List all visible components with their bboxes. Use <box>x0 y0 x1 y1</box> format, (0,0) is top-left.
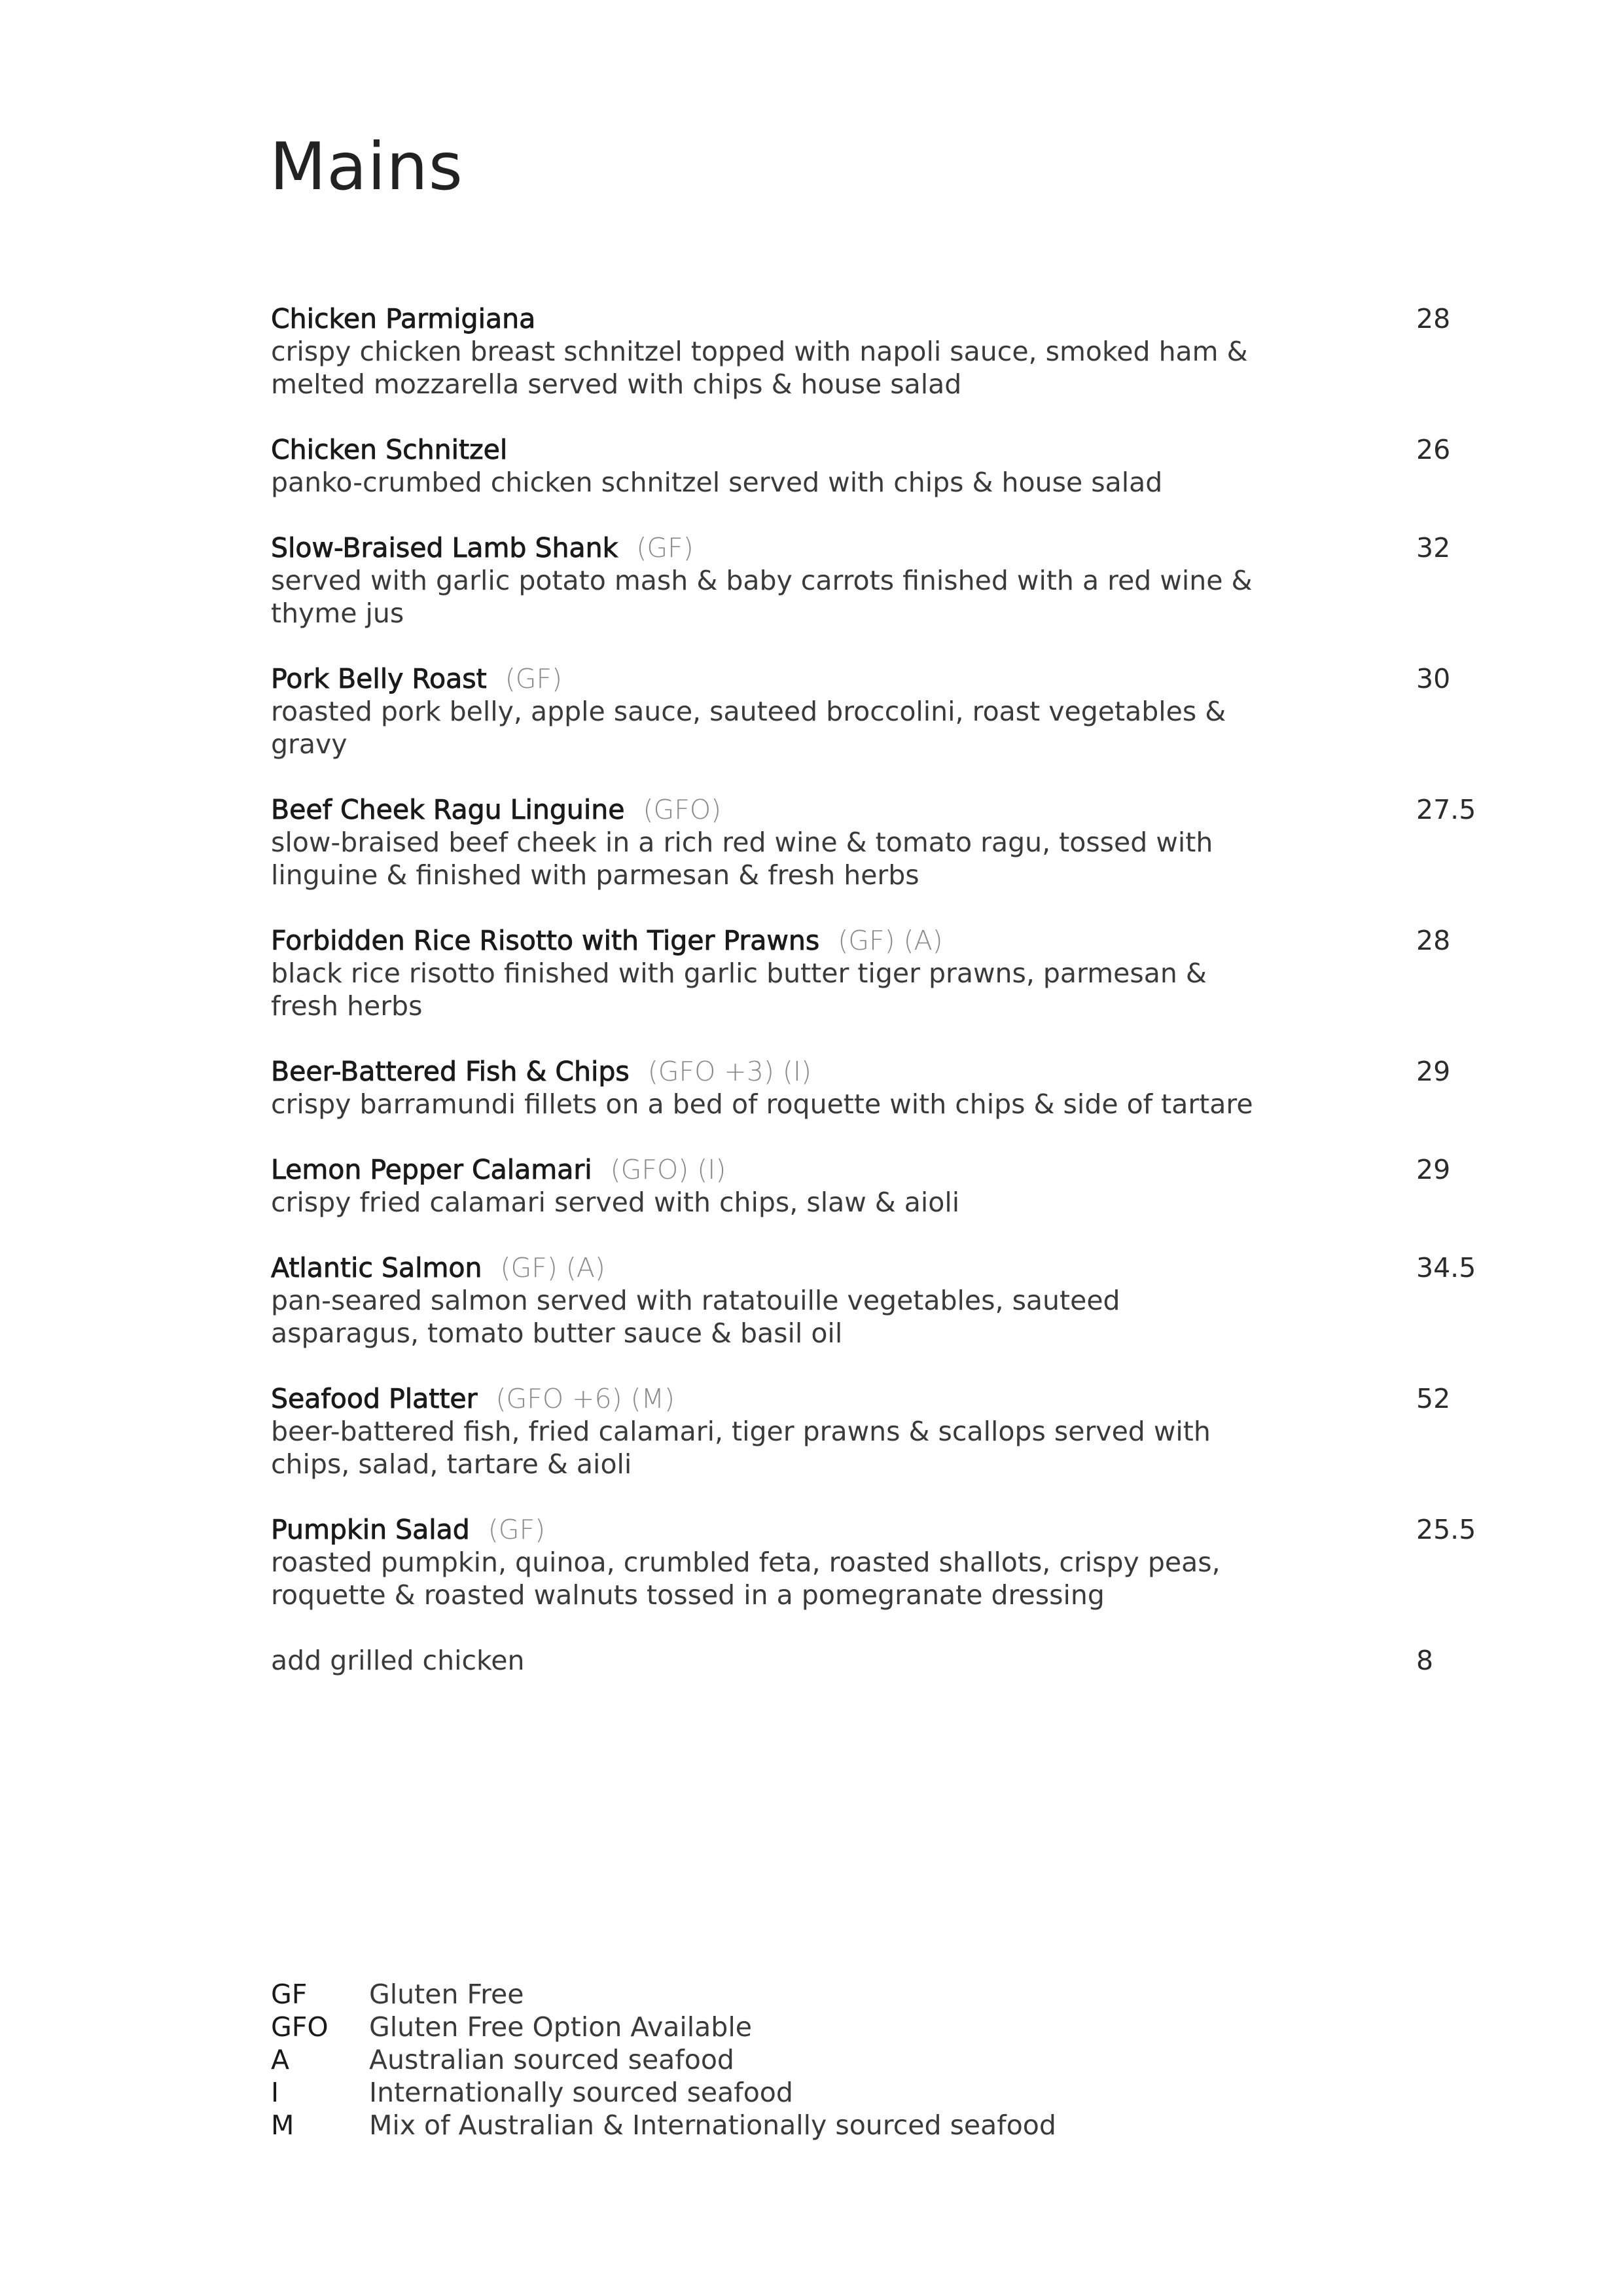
menu-item-header <box>271 1382 1501 1415</box>
menu-item-description: crispy barramundi fillets on a bed of roquette with chips & side of tartare <box>271 1088 1253 1120</box>
menu-item-name: Pork Belly Roast <box>271 663 487 694</box>
legend-code: GFO <box>271 2011 329 2043</box>
menu-item-description: crispy chicken breast schnitzel topped with napoli sauce, smoked ham & melted mozzarella served with chips & house salad <box>271 336 1248 400</box>
menu-item-description: slow-braised beef cheek in a rich red wine & tomato ragu, tossed with linguine & finished with parmesan & fresh herbs <box>271 827 1213 891</box>
legend-text: Gluten Free <box>369 1979 524 2010</box>
dietary-legend <box>271 1978 1056 2142</box>
menu-item-price: 34.5 <box>1416 1252 1476 1283</box>
menu-item-price: 25.5 <box>1416 1514 1476 1545</box>
menu-item <box>271 1153 1501 1219</box>
menu-item-price: 52 <box>1416 1383 1451 1414</box>
menu-item-price: 28 <box>1416 925 1451 956</box>
legend-row <box>271 2043 1056 2076</box>
menu-item-name: Lemon Pepper Calamari <box>271 1154 592 1185</box>
legend-code: A <box>271 2044 290 2075</box>
legend-text: Australian sourced seafood <box>369 2044 734 2075</box>
menu-item-name: Slow-Braised Lamb Shank <box>271 532 618 564</box>
dietary-tags: (GFO +6) (M) <box>495 1383 675 1414</box>
menu-item-price: 29 <box>1416 1056 1451 1087</box>
legend-code: GF <box>271 1979 308 2010</box>
menu-item-header <box>271 302 1501 335</box>
legend-code: I <box>271 2077 279 2108</box>
menu-item-price: 29 <box>1416 1154 1451 1185</box>
legend-code: M <box>271 2109 294 2141</box>
addon-item <box>271 1644 1501 1677</box>
dietary-tags: (GF) <box>505 663 563 694</box>
dietary-tags: (GFO) (I) <box>610 1154 726 1185</box>
menu-item-price: 26 <box>1416 434 1451 465</box>
legend-row <box>271 2011 1056 2043</box>
menu-item-description: roasted pumpkin, quinoa, crumbled feta, roasted shallots, crispy peas, roquette & roasted walnuts tossed in a pomegranate dressing <box>271 1547 1221 1611</box>
menu-item-name: Beef Cheek Ragu Linguine <box>271 794 625 825</box>
menu-item-description: crispy fried calamari served with chips, slaw & aioli <box>271 1187 960 1218</box>
menu-item <box>271 793 1501 891</box>
menu-item-header <box>271 1153 1501 1186</box>
dietary-tags: (GFO) <box>643 794 722 825</box>
menu-item <box>271 302 1501 401</box>
menu-item-name: Chicken Schnitzel <box>271 434 508 465</box>
menu-item <box>271 1055 1501 1121</box>
dietary-tags: (GF) (A) <box>838 925 943 956</box>
menu-item-price: 32 <box>1416 532 1451 564</box>
menu-item-name: Atlantic Salmon <box>271 1252 482 1283</box>
dietary-tags: (GF) <box>636 532 694 564</box>
menu-item-name: Beer-Battered Fish & Chips <box>271 1056 630 1087</box>
menu-item-description: black rice risotto finished with garlic butter tiger prawns, parmesan & fresh herbs <box>271 958 1207 1022</box>
addon-price: 8 <box>1416 1645 1434 1676</box>
menu-item-header <box>271 1055 1501 1088</box>
menu-item <box>271 662 1501 761</box>
menu-item-description: roasted pork belly, apple sauce, sauteed broccolini, roast vegetables & gravy <box>271 696 1226 760</box>
menu-item-header <box>271 1513 1501 1546</box>
menu-item-header <box>271 433 1501 466</box>
legend-text: Internationally sourced seafood <box>369 2077 793 2108</box>
legend-text: Gluten Free Option Available <box>369 2011 752 2043</box>
legend-row <box>271 2076 1056 2109</box>
legend-row <box>271 1978 1056 2011</box>
menu-item-price: 30 <box>1416 663 1451 694</box>
dietary-tags: (GF) <box>488 1514 546 1545</box>
menu-item-header <box>271 793 1501 826</box>
dietary-tags: (GFO +3) (I) <box>647 1056 812 1087</box>
menu-item <box>271 433 1501 499</box>
menu-item-description: panko-crumbed chicken schnitzel served with chips & house salad <box>271 467 1163 498</box>
menu-item-header <box>271 1251 1501 1284</box>
menu-item-header <box>271 662 1501 695</box>
menu-item <box>271 1382 1501 1480</box>
menu-item-price: 27.5 <box>1416 794 1476 825</box>
menu-item-header <box>271 531 1501 564</box>
menu-item <box>271 1513 1501 1611</box>
menu-item-description: pan-seared salmon served with ratatouille vegetables, sauteed asparagus, tomato butter sauce & basil oil <box>271 1285 1120 1349</box>
menu-item <box>271 1251 1501 1350</box>
menu-item-header <box>271 924 1501 957</box>
legend-text: Mix of Australian & Internationally sourced seafood <box>369 2109 1056 2141</box>
menu-item-name: Pumpkin Salad <box>271 1514 470 1545</box>
menu-list <box>271 302 1501 1677</box>
menu-item-description: beer-battered fish, fried calamari, tiger prawns & scallops served with chips, salad, tartare & aioli <box>271 1416 1211 1480</box>
menu-item <box>271 924 1501 1022</box>
menu-item-description: served with garlic potato mash & baby carrots finished with a red wine & thyme jus <box>271 565 1253 629</box>
menu-item-name: Forbidden Rice Risotto with Tiger Prawns <box>271 925 820 956</box>
legend-row <box>271 2109 1056 2142</box>
addon-label: add grilled chicken <box>271 1645 525 1676</box>
page-title: Mains <box>270 128 463 205</box>
menu-item-name: Chicken Parmigiana <box>271 303 536 334</box>
menu-item-price: 28 <box>1416 303 1451 334</box>
menu-item <box>271 531 1501 630</box>
dietary-tags: (GF) (A) <box>500 1252 605 1283</box>
menu-item-name: Seafood Platter <box>271 1383 478 1414</box>
